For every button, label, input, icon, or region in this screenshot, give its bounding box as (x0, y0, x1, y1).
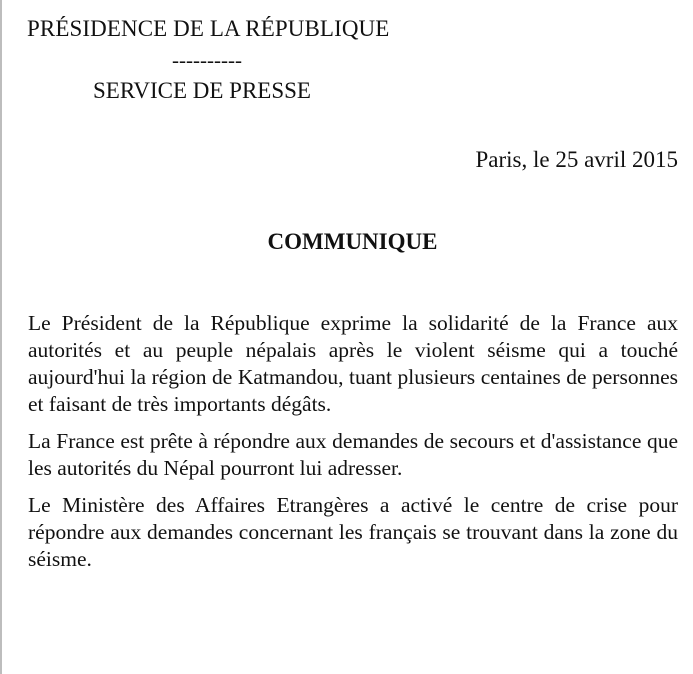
dateline: Paris, le 25 avril 2015 (475, 147, 678, 172)
institution-title: PRÉSIDENCE DE LA RÉPUBLIQUE (27, 16, 390, 41)
paragraph-2: La France est prête à répondre aux demandes de secours et d'assistance que les autorités du Népal pourront lui adresser. (28, 429, 678, 480)
paragraph-3: Le Ministère des Affaires Etrangères a activé le centre de crise pour répondre aux demandes concernant les français se trouvant dans la zone du séisme. (28, 493, 678, 571)
page-left-border (0, 0, 2, 674)
paragraph-1: Le Président de la République exprime la solidarité de la France aux autorités et au peuple népalais après le violent séisme qui a touché aujourd'hui la région de Katmandou, tuant plusieurs centaines de personnes et faisant de très importants dégâts. (28, 311, 678, 416)
press-service-title: SERVICE DE PRESSE (93, 78, 311, 103)
communique-body (28, 310, 678, 583)
document-heading: COMMUNIQUE (267, 229, 438, 254)
header-separator: ---------- (172, 48, 242, 72)
